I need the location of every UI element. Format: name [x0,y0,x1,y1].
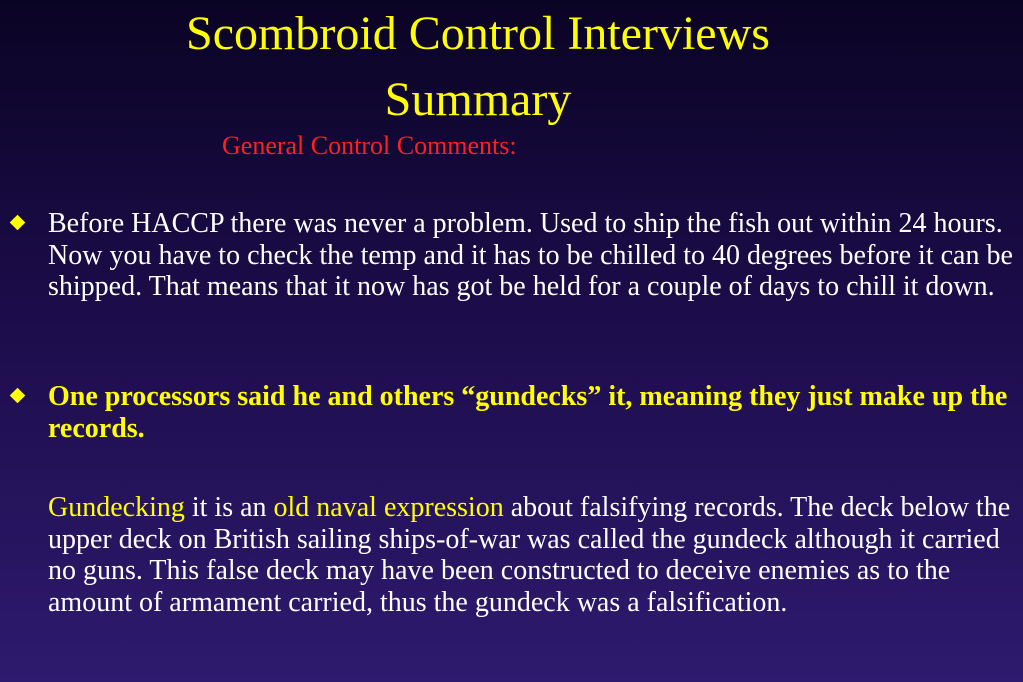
diamond-bullet-icon [10,215,26,231]
slide-subtitle: General Control Comments: [222,131,517,160]
slide-title-line2: Summary [384,73,572,126]
highlight-naval-expression: old naval expression [273,492,504,523]
bullet-text-2: One processors said he and others “gundecks” it, meaning they just make up the records. [48,381,1008,444]
paragraph-text-rest: about falsifying records. The deck below the upper deck on British sailing ships-of-war was called the gundeck although it carried no guns. This false deck may have been constructed to deceive enemies as to the amount of armament carried, thus the gundeck was a falsification. [48,492,1011,618]
diamond-bullet-icon [10,388,26,404]
bullet-text-1: Before HACCP there was never a problem. Used to ship the fish out within 24 hours. Now you have to check the temp and it has to be chilled to 40 degrees before it can be shipped. That means that it now has got be held for a couple of days to chill it down. [48,208,1013,302]
term-gundecking: Gundecking [48,492,185,523]
gundecking-paragraph [48,492,1016,618]
bullet-item-1 [48,208,1016,303]
paragraph-text-mid: it is an [184,492,274,523]
bullet-item-2 [48,381,1016,444]
slide-title-line1: Scombroid Control Interviews [186,7,770,60]
